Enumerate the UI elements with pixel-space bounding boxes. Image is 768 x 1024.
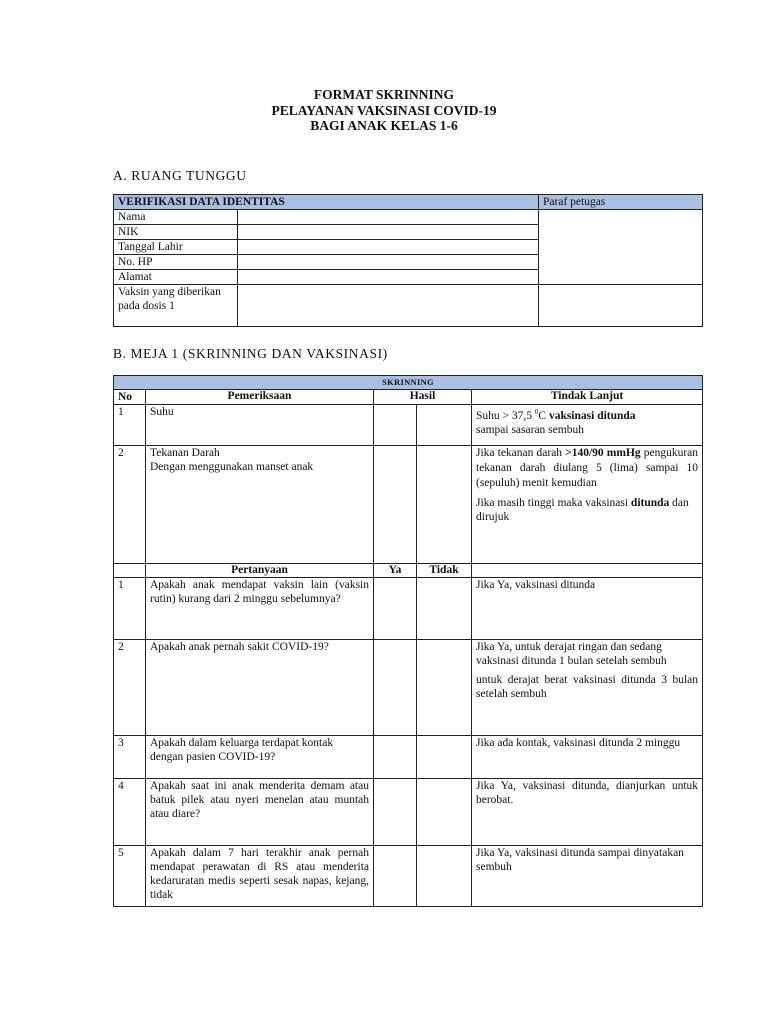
field-value-no-hp (238, 255, 539, 270)
question-action: Jika Ya, vaksinasi ditunda, dianjurkan untuk berobat. (472, 779, 703, 846)
tindak-text: pengukuran tekanan darah diulang 5 (lima) sampai 10 (sepuluh) menit kemudian (476, 447, 699, 489)
exam-item-line: Dengan menggunakan manset anak (150, 461, 314, 473)
identity-verification-table (113, 194, 703, 327)
question-action: Jika Ya, vaksinasi ditunda (472, 578, 703, 640)
question-no: 2 (114, 640, 146, 736)
answer-tidak-cell[interactable] (417, 736, 472, 779)
col-no-header: No (114, 390, 146, 405)
field-label-vaksin-dosis-1: Vaksin yang diberikan pada dosis 1 (114, 285, 238, 327)
screening-banner: SKRINNING (114, 376, 703, 390)
screening-table (113, 375, 703, 907)
question-no: 5 (114, 846, 146, 907)
field-label-no-hp: No. HP (114, 255, 238, 270)
paraf-petugas-label: Paraf petugas (539, 195, 703, 210)
answer-tidak-cell[interactable] (417, 578, 472, 640)
question-text: Apakah anak mendapat vaksin lain (vaksin rutin) kurang dari 2 minggu sebelumnya? (146, 578, 374, 640)
exam-row-tindak (472, 405, 703, 446)
col-tidak-header: Tidak (417, 564, 472, 578)
question-text: Apakah dalam 7 hari terakhir anak pernah mendapat perawatan di RS atau menderita kedaruratan medis seperti sesak napas, kejang, tidak (146, 846, 374, 907)
field-value-nama (238, 210, 539, 225)
hasil-cell-b (417, 405, 472, 446)
tindak-text: C (538, 409, 549, 422)
hasil-cell-a (374, 446, 417, 564)
exam-row-no: 2 (114, 446, 146, 564)
exam-row-item (146, 446, 374, 564)
question-action (472, 640, 703, 736)
question-header-tindak (472, 564, 703, 578)
answer-tidak-cell[interactable] (417, 640, 472, 736)
col-pemeriksaan-header: Pemeriksaan (146, 390, 374, 405)
question-text: Apakah saat ini anak menderita demam atau batuk pilek atau nyeri menelan atau muntah atau diare? (146, 779, 374, 846)
section-b-heading: B. MEJA 1 (SKRINNING DAN VAKSINASI) (113, 346, 388, 361)
exam-row-tindak (472, 446, 703, 564)
identity-table-header: VERIFIKASI DATA IDENTITAS (114, 195, 539, 210)
exam-item-line: Tekanan Darah (150, 447, 220, 459)
title-line-3: BAGI ANAK KELAS 1-6 (310, 118, 458, 133)
tindak-text: Jika tekanan darah (476, 447, 566, 459)
field-value-nik (238, 225, 539, 240)
field-label-nik: NIK (114, 225, 238, 240)
question-text: Apakah anak pernah sakit COVID-19? (146, 640, 374, 736)
question-no: 4 (114, 779, 146, 846)
field-value-vaksin-dosis-1 (238, 285, 539, 327)
title-line-2: PELAYANAN VAKSINASI COVID-19 (271, 102, 497, 118)
hasil-cell-b (417, 446, 472, 564)
col-pertanyaan-header: Pertanyaan (146, 564, 374, 578)
tindak-text: Jika masih tinggi maka vaksinasi (476, 497, 631, 509)
tindak-bold: ditunda (630, 497, 670, 509)
answer-ya-cell[interactable] (374, 736, 417, 779)
answer-ya-cell[interactable] (374, 640, 417, 736)
col-ya-header: Ya (374, 564, 417, 578)
title-line-1: FORMAT SKRINNING (313, 87, 455, 102)
tindak-text: dan dirujuk (476, 497, 689, 523)
field-label-tanggal-lahir: Tanggal Lahir (114, 240, 238, 255)
exam-row-no: 1 (114, 405, 146, 446)
tindak-bold: >140/90 mmHg (565, 447, 641, 459)
answer-ya-cell[interactable] (374, 846, 417, 907)
field-label-nama: Nama (114, 210, 238, 225)
tindak-bold: vaksinasi ditunda (548, 409, 636, 422)
col-tindak-lanjut-header: Tindak Lanjut (472, 390, 703, 405)
question-text: Apakah dalam keluarga terdapat kontak dengan pasien COVID-19? (146, 736, 374, 779)
exam-row-item: Suhu (146, 405, 374, 446)
tindak-sup: 0 (534, 408, 539, 416)
tindak-paragraph (476, 496, 698, 524)
document-title (0, 87, 768, 134)
field-label-alamat: Alamat (114, 270, 238, 285)
question-action: Jika Ya, vaksinasi ditunda sampai dinyatakan sembuh (472, 846, 703, 907)
tindak-text: Suhu > 37,5 (476, 409, 535, 422)
question-action: Jika ada kontak, vaksinasi ditunda 2 minggu (472, 736, 703, 779)
paraf-petugas-box-2 (539, 285, 703, 327)
question-no: 3 (114, 736, 146, 779)
question-no: 1 (114, 578, 146, 640)
field-value-tanggal-lahir (238, 240, 539, 255)
answer-ya-cell[interactable] (374, 578, 417, 640)
col-hasil-header: Hasil (374, 390, 472, 405)
action-paragraph: Jika Ya, untuk derajat ringan dan sedang vaksinasi ditunda 1 bulan setelah sembuh (476, 641, 667, 667)
tindak-text: sampai sasaran sembuh (476, 423, 584, 436)
field-value-alamat (238, 270, 539, 285)
answer-ya-cell[interactable] (374, 779, 417, 846)
question-header-no (114, 564, 146, 578)
hasil-cell-a (374, 405, 417, 446)
action-paragraph: untuk derajat berat vaksinasi ditunda 3 bulan setelah sembuh (476, 674, 699, 700)
answer-tidak-cell[interactable] (417, 779, 472, 846)
paraf-petugas-box (539, 210, 703, 285)
tindak-paragraph (476, 446, 698, 491)
section-a-heading: A. RUANG TUNGGU (113, 168, 247, 183)
answer-tidak-cell[interactable] (417, 846, 472, 907)
